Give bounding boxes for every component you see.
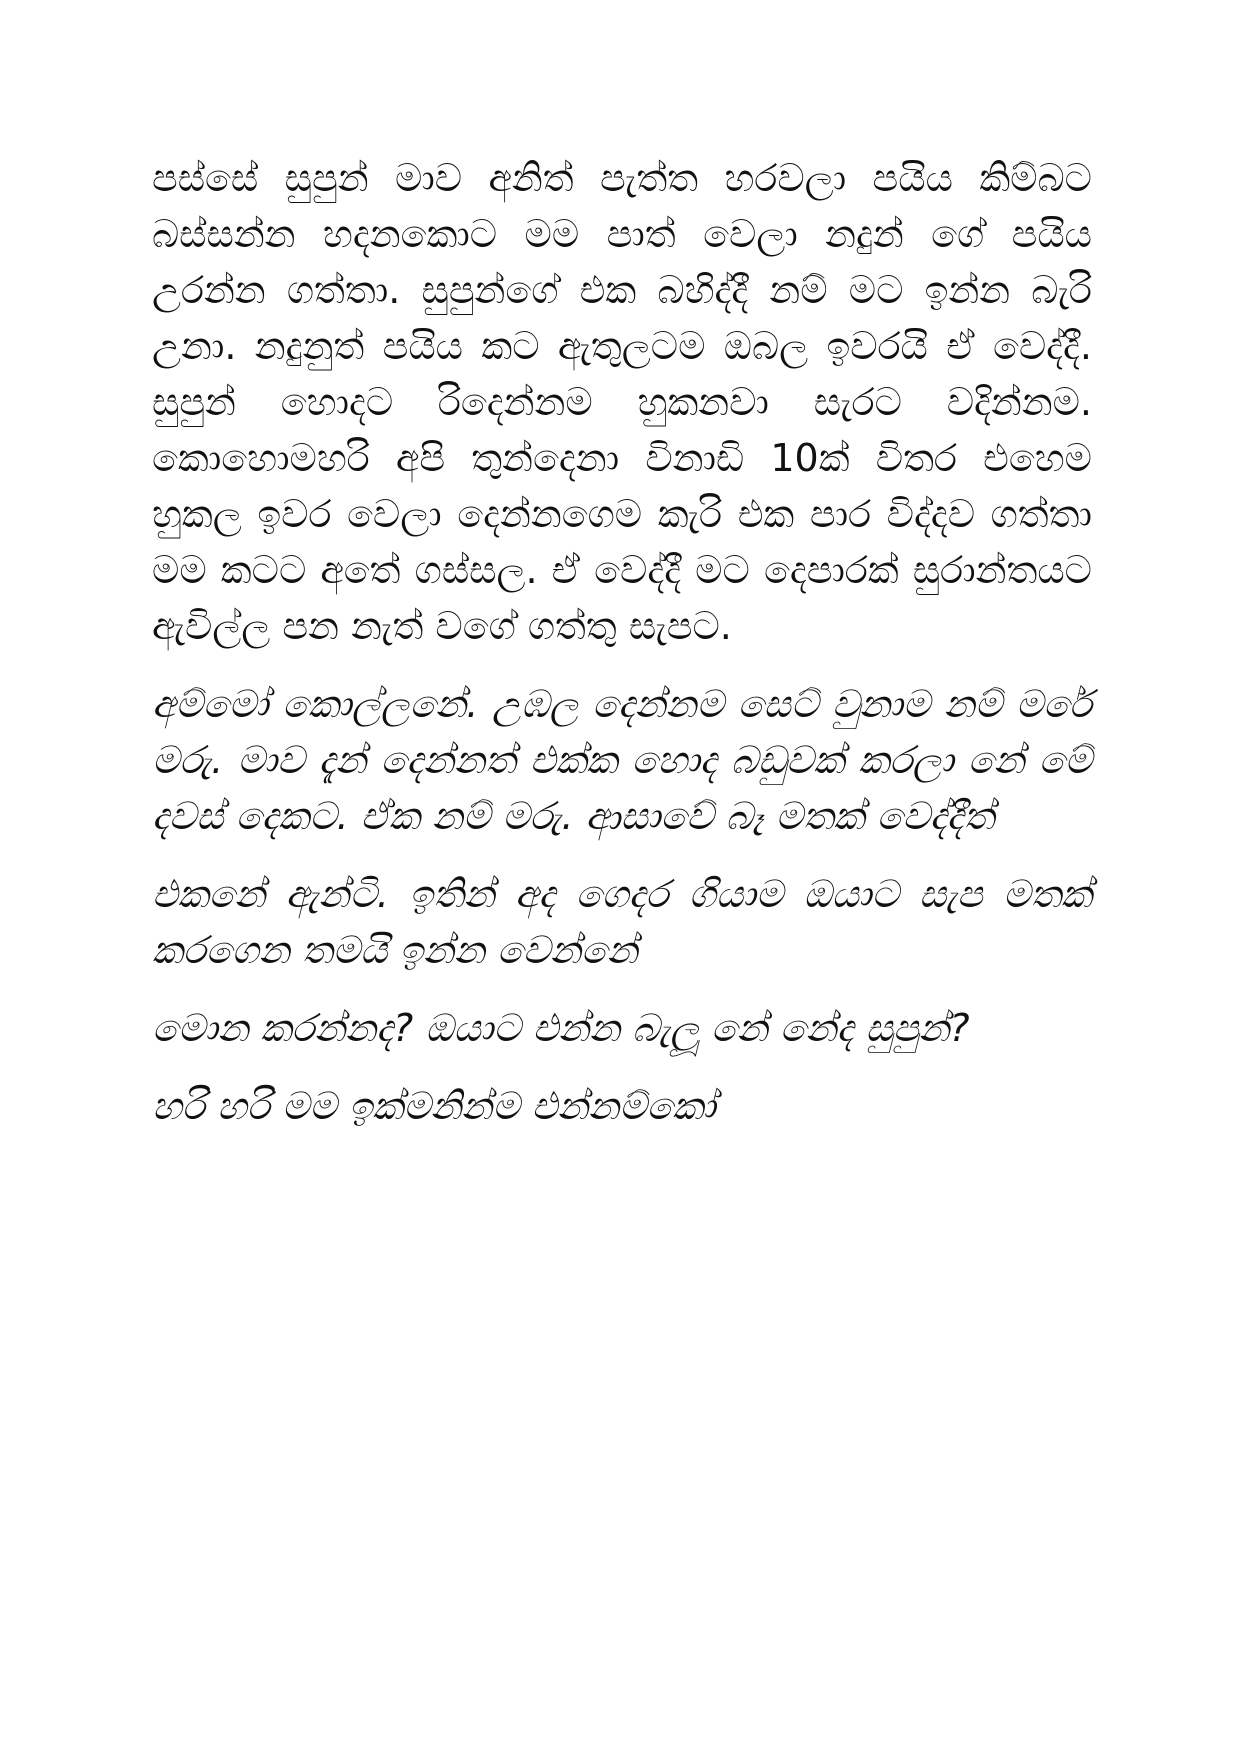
- paragraph-dialogue-2: එකනේ ඇන්ටි. ඉතින් අද ගෙදර ගියාම ඔයාට සැප මතක් කරගෙන තමයි ඉන්න වෙන්නේ: [152, 872, 1092, 972]
- paragraph-narrative: පස්සේ සුපුන් මාව අනිත් පැත්ත හරවලා පයිය කිම්බට බස්සන්න හදනකොට මම පාත් වෙලා නදුන් ගේ පයිය උරන්න ගත්තා. සුපුන්ගේ එක බහිද්දී නම් මට ඉන්න බැරි උනා. නදුනුත් පයිය කට ඇතුලටම ඔබල ඉවරයි ඒ වෙද්දී. සුපුන් හොදට රිදෙන්නම හුකනවා සැරට වදින්නම. කොහොමහරි අපි තුන්දෙනා විනාඩි 10ක් විතර එහෙම හුකල ඉවර වෙලා දෙන්නගෙම කැරි එක පාර විද්දව ගත්තා මම කටට අතේ ගස්සල. ඒ වෙද්දී මට දෙපාරක් සුරාන්තයට ඇවිල්ල පන නැත් වගේ ගත්තු සැපට.: [152, 156, 1092, 648]
- paragraph-dialogue-1: අම්මෝ කොල්ලනේ. උඹල දෙන්නම සෙට් වුනාම නම් මරේ මරු. මාව දැන් දෙන්නත් එක්ක හොද බඩුවක් කරලා නේ මේ දවස් දෙකට. ඒක නම් මරු. ආසාවේ බෑ මතක් වෙද්දීත්: [152, 682, 1092, 838]
- paragraph-dialogue-4: හරි හරි මම ඉක්මනින්ම එන්නම්කෝ: [152, 1084, 716, 1128]
- paragraph-dialogue-3: මොන කරන්නද? ඔයාට එන්න බැලූ නේ නේද සුපුන්?: [152, 1006, 970, 1050]
- page-body: [152, 150, 1092, 1156]
